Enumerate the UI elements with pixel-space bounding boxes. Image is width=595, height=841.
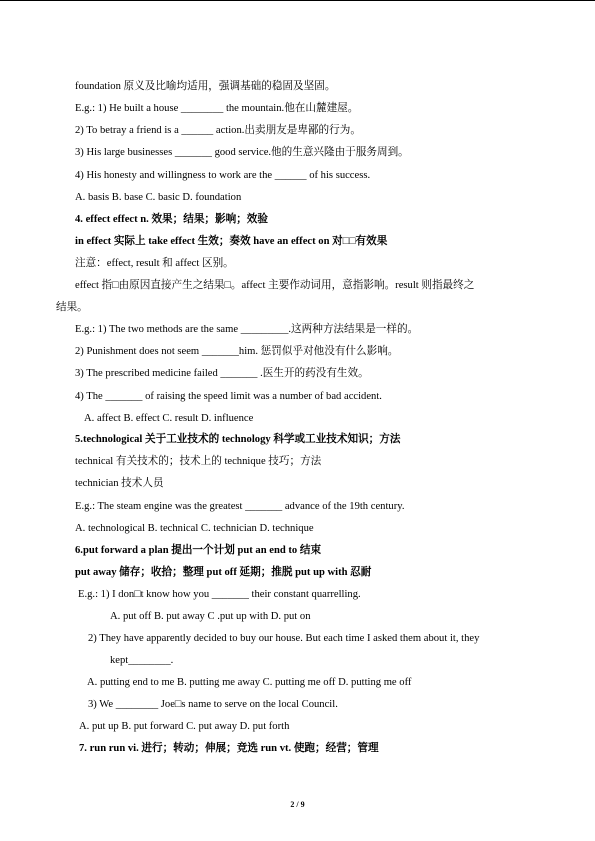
phrase-line: in effect 实际上 take effect 生效；奏效 have an effect on 对□□有效果 bbox=[75, 236, 388, 247]
text-line: technical 有关技术的；技术上的 technique 技巧；方法 bbox=[75, 456, 322, 467]
options-line: A. technological B. technical C. technician D. technique bbox=[75, 523, 314, 534]
text-line: 2) They have apparently decided to buy our house. But each time I asked them about it, they bbox=[88, 633, 480, 644]
text-line: 2) To betray a friend is a ______ action.出卖朋友是卑鄙的行为。 bbox=[75, 125, 361, 136]
options-line: A. putting end to me B. putting me away C. putting me off D. putting me off bbox=[87, 677, 412, 688]
text-line: 结果。 bbox=[56, 302, 88, 313]
text-line: 3) His large businesses _______ good service.他的生意兴隆由于服务周到。 bbox=[75, 147, 409, 158]
text-line: E.g.: 1) He built a house ________ the mountain.他在山麓建屋。 bbox=[75, 103, 359, 114]
phrase-line: put away 储存；收拾；整理 put off 延期；推脱 put up with 忍耐 bbox=[75, 567, 372, 578]
text-line: E.g.: 1) I don□t know how you _______ their constant quarrelling. bbox=[78, 589, 361, 600]
text-line: E.g.: 1) The two methods are the same _________.这两种方法结果是一样的。 bbox=[75, 324, 419, 335]
text-line: kept________. bbox=[110, 655, 174, 666]
text-line: foundation 原义及比喻均适用，强调基础的稳固及坚固。 bbox=[75, 81, 336, 92]
page-number: 2 / 9 bbox=[290, 800, 305, 809]
section-heading: 7. run run vi. 进行；转动；伸展；竞选 run vt. 使跑；经营；管理 bbox=[79, 743, 379, 754]
text-line: technician 技术人员 bbox=[75, 478, 164, 489]
text-line: 3) We ________ Joe□s name to serve on the local Council. bbox=[88, 699, 338, 710]
section-heading: 5.technological 关于工业技术的 technology 科学或工业技术知识；方法 bbox=[75, 434, 401, 445]
text-line: 3) The prescribed medicine failed _______ .医生开的药没有生效。 bbox=[75, 368, 369, 379]
options-line: A. affect B. effect C. result D. influence bbox=[84, 413, 254, 424]
options-line: A. put up B. put forward C. put away D. put forth bbox=[79, 721, 290, 732]
text-line: 2) Punishment does not seem _______him. 惩罚似乎对他没有什么影响。 bbox=[75, 346, 399, 357]
options-line: A. put off B. put away C .put up with D. put on bbox=[110, 611, 311, 622]
options-line: A. basis B. base C. basic D. foundation bbox=[75, 192, 242, 203]
section-heading: 6.put forward a plan 提出一个计划 put an end to 结束 bbox=[75, 545, 322, 556]
text-line: 4) The _______ of raising the speed limit was a number of bad accident. bbox=[75, 391, 382, 402]
page-top-rule bbox=[0, 0, 595, 1]
text-line: effect 指□由原因直接产生之结果□。affect 主要作动词用，意指影响。result 则指最终之 bbox=[75, 280, 475, 291]
text-line: E.g.: The steam engine was the greatest _______ advance of the 19th century. bbox=[75, 501, 405, 512]
text-line: 4) His honesty and willingness to work are the ______ of his success. bbox=[75, 170, 371, 181]
section-heading: 4. effect effect n. 效果；结果；影响；效验 bbox=[75, 214, 268, 225]
text-line: 注意：effect, result 和 affect 区别。 bbox=[75, 258, 234, 269]
